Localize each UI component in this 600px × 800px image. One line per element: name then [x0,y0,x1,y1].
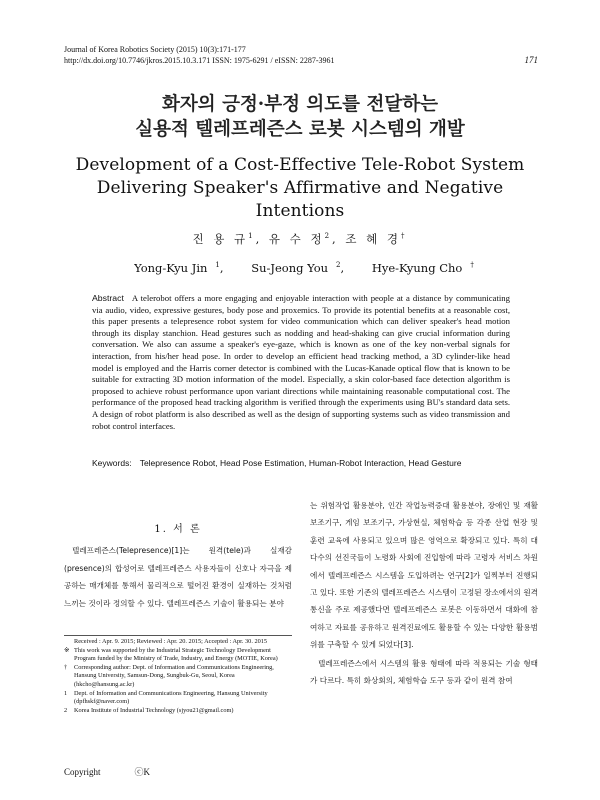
author-en-2: Su-Jeong You $^2$, [251,261,345,275]
author-en-3 [364,261,474,275]
author-en-1-name: Yong-Kyu Jin [134,261,208,275]
journal-header [64,44,538,66]
page-number: 171 [524,55,538,65]
footnote-received [64,638,292,647]
footnote-funding [64,647,292,664]
footnote-text: Corresponding author: Dept. of Information and Communications Engineering, Hansung University, Samsun-Dong, Sungbuk-Gu, Seoul, Korea (hkcho@hansung.ac.kr) [74,663,274,688]
abstract-label: Abstract [92,293,124,303]
author-en-1: Yong-Kyu Jin $^1$, [134,261,224,275]
author-en-2-name: Su-Jeong You [251,261,329,275]
right-column [310,497,538,689]
footnote-text: This work was supported by the Industrial Strategic Technology Development Program funded by the Ministry of Trade, Industry, and Energy (MOTIE, Korea) [74,646,278,663]
footnote-text: Received : Apr. 9. 2015; Reviewed : Apr. 20. 2015; Accepted : Apr. 30. 2015 [74,638,268,645]
english-authors [0,261,600,275]
footnotes [64,635,292,715]
english-title-line-1: Development of a Cost-Effective Tele-Robot System [75,155,525,175]
author-ko-1-name: 진 용 규 [192,232,249,246]
english-title [0,154,600,223]
author-en-2-affil: 2 [336,261,341,270]
footnote-mark: † [64,663,68,671]
copyright-symbol: ⓒK [134,767,151,777]
author-ko-3-name: 조 혜 경 [345,232,401,246]
abstract [92,293,510,432]
intro-paragraph-left: 텔레프레즌스(Telepresence)[1]는 원격(tele)과 실재감(presence)의 합성어로 텔레프레즌스 사용자들이 신호나 자극을 제공하는 매개체를 통해서 물리적으로 떨어진 환경이 실재하는 것처럼 느끼는 것이라 정의할 수 있다. 텔레프레즌스 기술이 활용되는 분야 [64,546,292,608]
author-ko-2-name: 유 수 정 [268,232,325,246]
footnote-text: Dept. of Information and Communications Engineering, Hansung University (dpfhskf@naver.com) [74,689,268,706]
footnote-mark [64,638,74,647]
footnote-mark: 1 [64,689,68,697]
footnote-affiliation-2 [64,707,292,716]
section-title-introduction: 1. 서 론 [154,524,202,535]
author-en-3-name: Hye-Kyung Cho [371,261,463,275]
korean-title-line-2: 실용적 텔레프레즌스 로봇 시스템의 개발 [135,119,465,140]
footnote-text: Korea Institute of Industrial Technology (sjyou21@gmail.com) [74,706,234,714]
author-en-1-affil: 1 [215,261,220,270]
copyright-line [64,765,150,778]
doi-issn-line: http://dx.doi.org/10.7746/jkros.2015.10.3.171 ISSN: 1975-6291 / eISSN: 2287-3961 [64,56,335,65]
author-ko-2-affil: 2 [324,232,333,241]
left-column [64,521,292,612]
author-ko-3-affil: † [400,232,408,241]
english-title-line-2: Delivering Speaker's Affirmative and Negative [96,178,504,198]
journal-name: Journal of Korea Robotics Society (2015) 10(3):171-177 [64,45,246,54]
korean-title [0,92,600,142]
author-en-3-affil: † [470,261,474,270]
author-ko-2 [269,232,332,246]
copyright-label: Copyright [64,767,101,777]
author-ko-3 [345,232,407,246]
keywords-label: Keywords: [92,458,132,468]
footnote-mark: ※ [64,646,70,654]
footnote-affiliation-1 [64,690,292,707]
korean-authors: 진 용 규$^1$, 유 수 정$^2$, 조 혜 경† [192,232,408,246]
footnote-mark: 2 [64,706,68,714]
author-ko-1 [193,232,256,246]
keywords [92,458,512,468]
intro-paragraph-right-1: 는 위험작업 활용분야, 인간 작업능력증대 활용분야, 장애인 및 재활 보조기구, 게임 보조기구, 가상현실, 체험학습 등 각종 산업 현장 및 훈련 교육에 사용되고 있으며 많은 영역으로 확장되고 있다. 특히 대다수의 선진국들이 노령화 사회에 진입함에 따라 고령자 서비스 차원에서 텔레프레즌스 시스템을 도입하려는 연구[2]가 일찍부터 진행되고 있다. 또한 기존의 텔레프레즌스 시스템이 고정된 장소에서의 원격 통신을 주로 제공했다면 텔레프레즌스 로봇은 이동하면서 대화에 참여하고 자료를 공유하고 원격진료에도 활용할 수 있는 다양한 활용범위를 구축할 수 있게 되었다[3]. [310,501,538,650]
english-title-line-3: Intentions [255,201,345,221]
footnote-corresponding [64,664,292,690]
author-ko-1-affil: 1 [248,232,256,241]
korean-title-line-1: 화자의 긍정·부정 의도를 전달하는 [162,94,438,115]
keywords-text: Telepresence Robot, Head Pose Estimation, Human-Robot Interaction, Head Gesture [139,458,462,468]
abstract-text: A telerobot offers a more engaging and enjoyable interaction with people at a distance by communicating via audio, video, expressive gestures, body pose and proxemics. To provide its potential benefits at a reasonable cost, this paper presents a telepresence robot system for video communication which can deliver speaker's head motion through its display stanchion. Head gestures such as nodding and head-shaking can give crucial information during conversation. We also can assume a speaker's eye-gaze, which is known as one of the key non-verbal signals for interaction, from his/her head pose. In order to develop an efficient head tracking method, a 3D cylinder-like head model is employed and the Harris corner detector is combined with the Lucas-Kanade optical flow that is known to be suitable for extracting 3D motion information of the model. Especially, a skin color-based face detection algorithm is proposed to achieve robust performance upon variant directions while maintaining reasonable computational cost. The performance of the proposed head tracking algorithm is verified through the experiments using BU's standard data sets. A design of robot platform is also described as well as the design of supporting systems such as video transmission and robot control interfaces. [92,293,510,431]
intro-paragraph-right-2: 텔레프레즌스에서 시스템의 활용 형태에 따라 적용되는 기술 형태가 다르다. 특히 화상회의, 체험학습 도구 등과 같이 원격 참여 [310,658,538,686]
